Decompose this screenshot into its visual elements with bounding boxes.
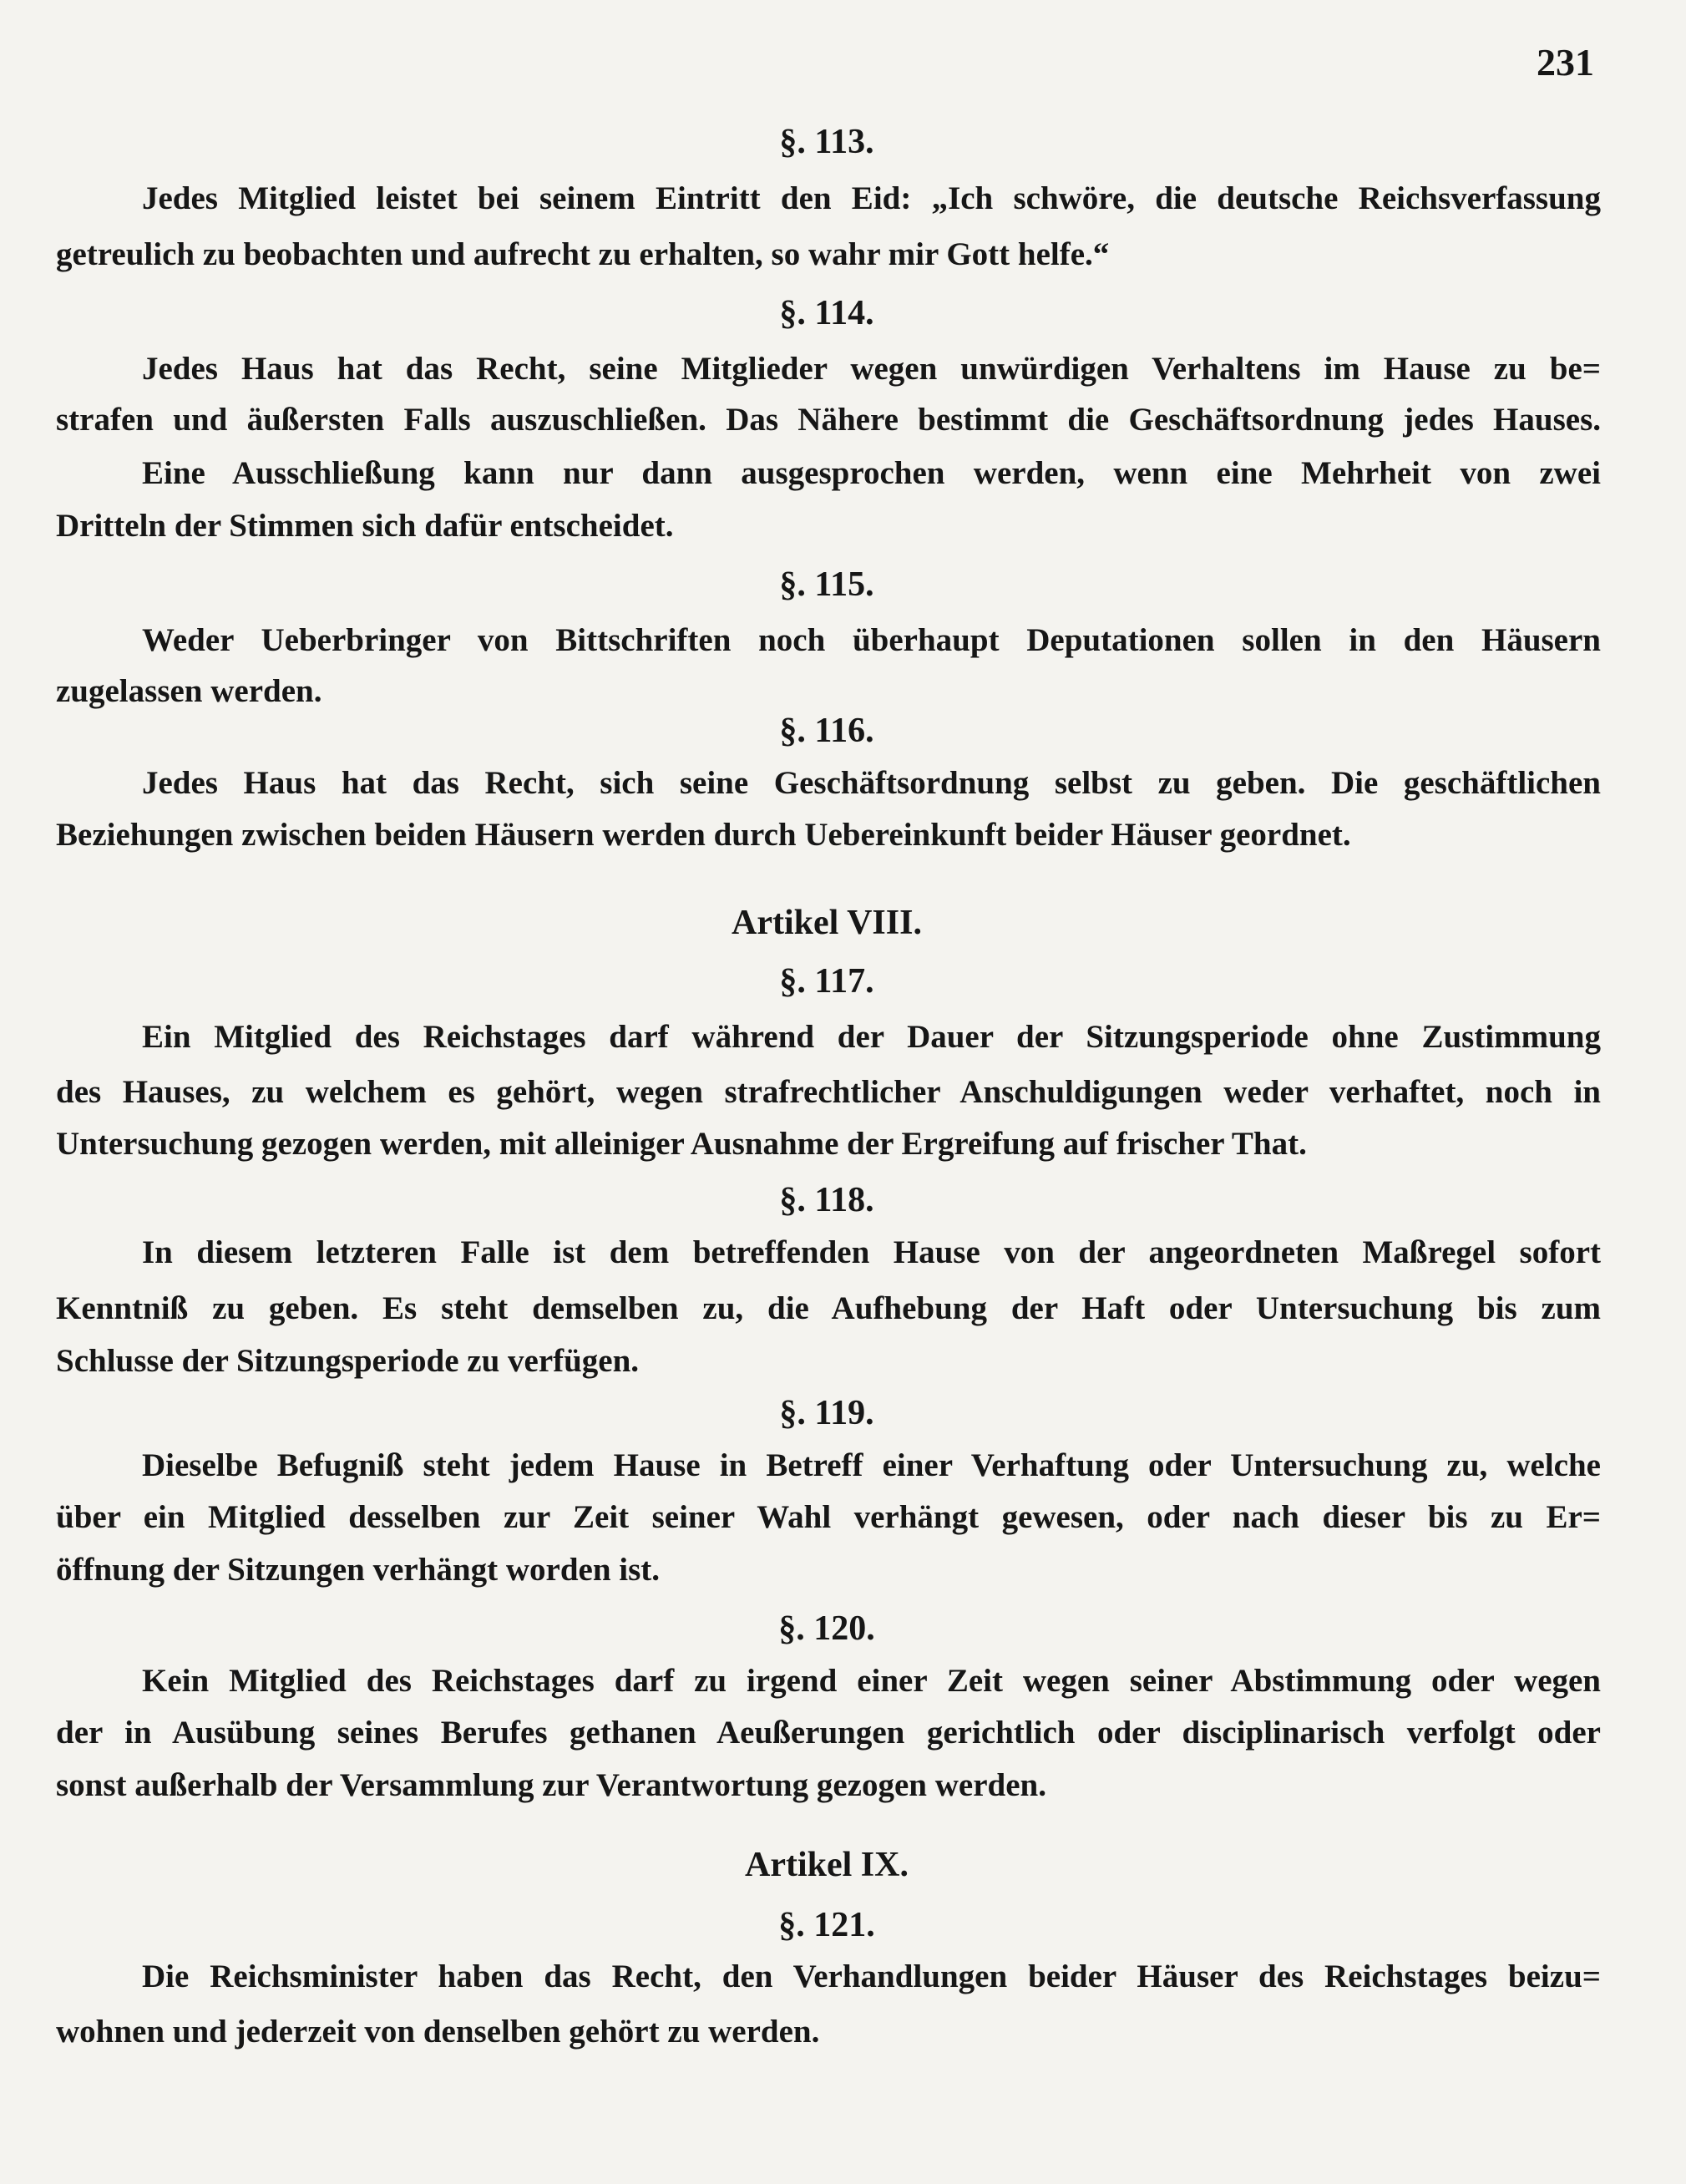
text-line: Dritteln der Stimmen sich dafür entscheidet.: [56, 508, 674, 544]
article-heading: Artikel IX.: [745, 1846, 909, 1884]
text-line: In diesem letzteren Falle ist dem betreffenden Hause von der angeordneten Maßregel sofort: [142, 1234, 1601, 1270]
text-line: Kein Mitglied des Reichstages darf zu irgend einer Zeit wegen seiner Abstimmung oder wegen: [142, 1663, 1601, 1699]
text-line: zugelassen werden.: [56, 673, 322, 709]
section-heading: §. 113.: [779, 123, 874, 161]
text-line: Schlusse der Sitzungsperiode zu verfügen.: [56, 1343, 640, 1379]
text-line: Beziehungen zwischen beiden Häusern werden durch Uebereinkunft beider Häuser geordnet.: [56, 817, 1351, 853]
text-line: Jedes Haus hat das Recht, seine Mitglieder wegen unwürdigen Verhaltens im Hause zu be=: [142, 351, 1601, 387]
section-heading: §. 117.: [779, 962, 874, 1001]
text-line: öffnung der Sitzungen verhängt worden ist.: [56, 1552, 661, 1588]
section-heading: §. 114.: [779, 294, 874, 332]
section-heading: §. 119.: [779, 1394, 874, 1432]
text-line: des Hauses, zu welchem es gehört, wegen strafrechtlicher Anschuldigungen weder verhaftet, noch in: [56, 1074, 1601, 1110]
section-heading: §. 120.: [778, 1609, 875, 1648]
text-line: Jedes Mitglied leistet bei seinem Eintritt den Eid: „Ich schwöre, die deutsche Reichsverfassung: [142, 180, 1601, 216]
text-line: Untersuchung gezogen werden, mit alleiniger Ausnahme der Ergreifung auf frischer That.: [56, 1126, 1307, 1162]
section-heading: §. 115.: [779, 565, 874, 604]
text-line: der in Ausübung seines Berufes gethanen Aeußerungen gerichtlich oder disciplinarisch verfolgt oder: [56, 1715, 1601, 1751]
page-number: 231: [1537, 41, 1594, 84]
article-heading: Artikel VIII.: [732, 904, 922, 942]
text-line: getreulich zu beobachten und aufrecht zu erhalten, so wahr mir Gott helfe.“: [56, 236, 1110, 272]
text-line: wohnen und jederzeit von denselben gehört zu werden.: [56, 2014, 820, 2050]
text-line: über ein Mitglied desselben zur Zeit seiner Wahl verhängt gewesen, oder nach dieser bis zu Er=: [56, 1499, 1601, 1535]
text-line: Jedes Haus hat das Recht, sich seine Geschäftsordnung selbst zu geben. Die geschäftlichen: [142, 765, 1601, 801]
text-line: Weder Ueberbringer von Bittschriften noch überhaupt Deputationen sollen in den Häusern: [142, 622, 1601, 658]
section-heading: §. 116.: [779, 712, 874, 750]
section-heading: §. 118.: [779, 1181, 874, 1219]
text-line: Ein Mitglied des Reichstages darf während der Dauer der Sitzungsperiode ohne Zustimmung: [142, 1019, 1601, 1055]
text-line: Eine Ausschließung kann nur dann ausgesprochen werden, wenn eine Mehrheit von zwei: [142, 455, 1601, 491]
section-heading: §. 121.: [778, 1906, 875, 1944]
text-line: Kenntniß zu geben. Es steht demselben zu, die Aufhebung der Haft oder Untersuchung bis zum: [56, 1290, 1601, 1326]
text-line: Dieselbe Befugniß steht jedem Hause in Betreff einer Verhaftung oder Untersuchung zu, welche: [142, 1447, 1601, 1483]
text-line: strafen und äußersten Falls auszuschließen. Das Nähere bestimmt die Geschäftsordnung jedes Hauses.: [56, 402, 1601, 438]
text-line: sonst außerhalb der Versammlung zur Verantwortung gezogen werden.: [56, 1767, 1046, 1803]
text-line: Die Reichsminister haben das Recht, den Verhandlungen beider Häuser des Reichstages beizu=: [142, 1959, 1601, 1994]
